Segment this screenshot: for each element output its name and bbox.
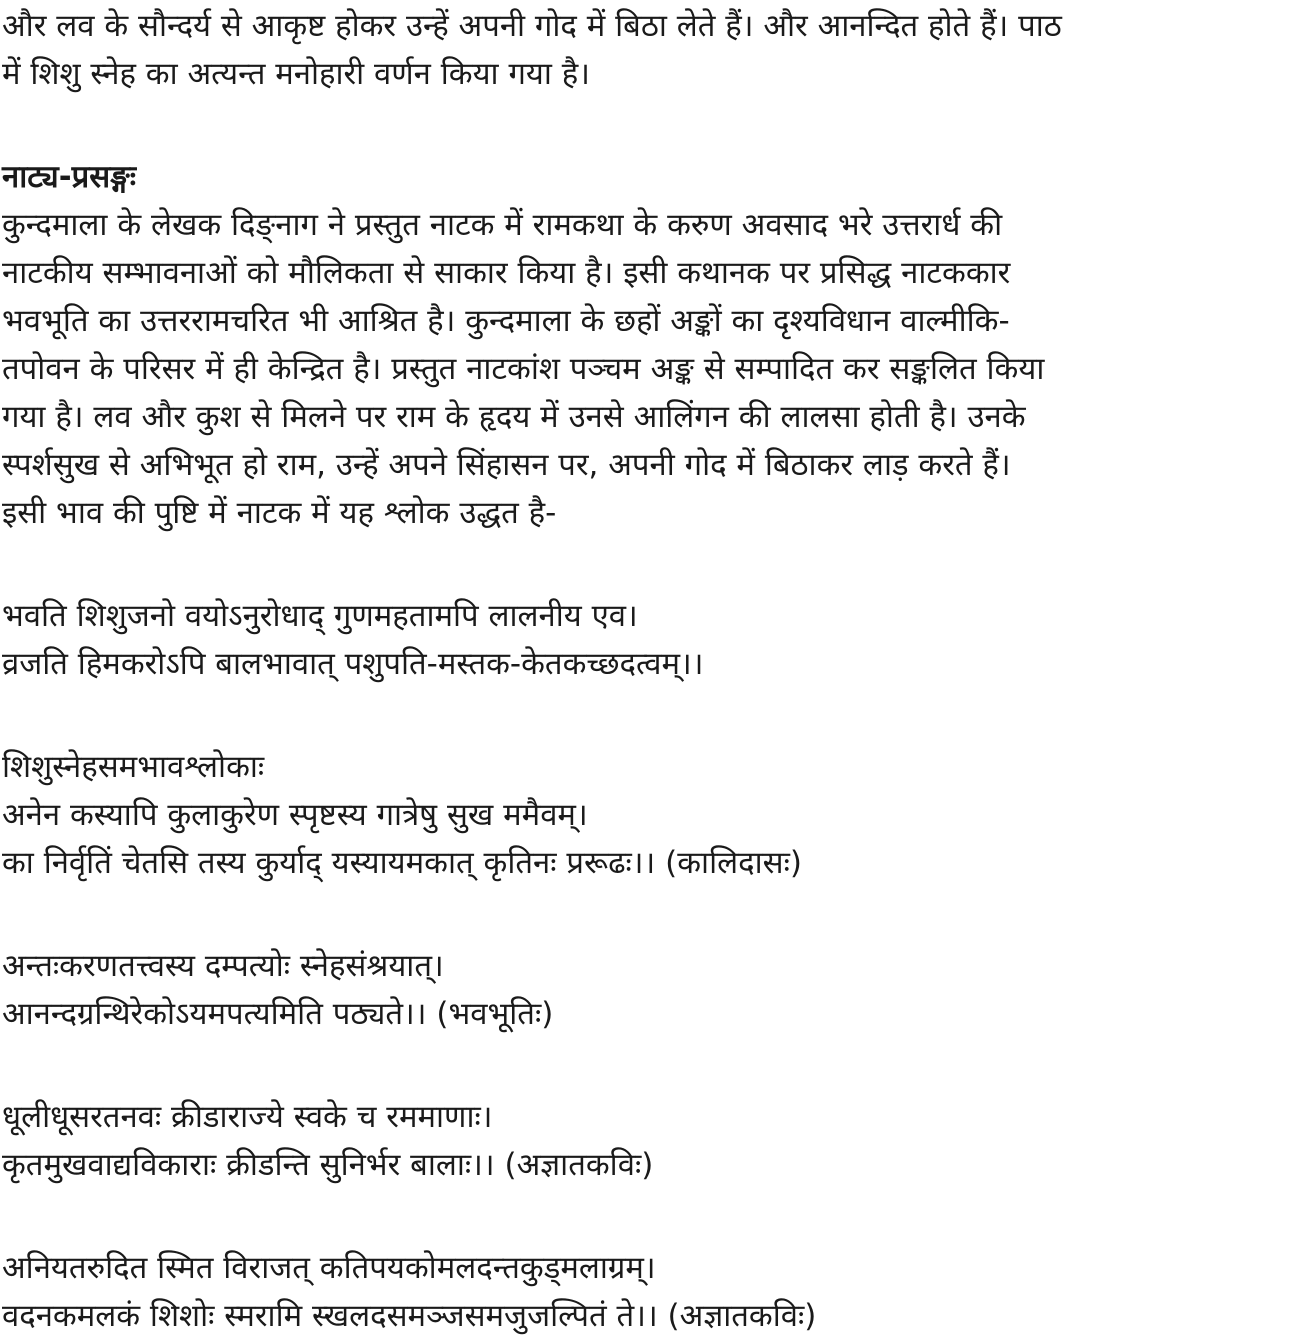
verse-line: व्रजति हिमकरोऽपि बालभावात् पशुपति-मस्तक-केतकच्छदत्वम्।। <box>2 646 704 682</box>
shloka-unknown-poet-1 <box>2 1093 1299 1189</box>
verse-line: अन्तःकरणतत्त्वस्य दम्पत्योः स्नेहसंश्रयात्। <box>2 948 444 984</box>
verse-line: का निर्वृतिं चेतसि तस्य कुर्याद् यस्यायमकात् कृतिनः प्ररूढः।। (कालिदासः) <box>2 845 802 881</box>
shloka-kalidasa <box>2 791 1299 887</box>
intro-paragraph <box>2 2 1299 98</box>
verse-line: आनन्दग्रन्थिरेकोऽयमपत्यमिति पठ्यते।। (भवभूतिः) <box>2 996 554 1032</box>
context-paragraph <box>2 201 1299 537</box>
verse-line: वदनकमलकं शिशोः स्मरामि स्खलदसमञ्जसमजुजल्पितं ते।। (अज्ञातकविः) <box>2 1298 817 1334</box>
similar-shlokas-heading: शिशुस्नेहसमभावश्लोकाः <box>2 749 265 785</box>
verse-line: अनियतरुदित स्मित विराजत् कतिपयकोमलदन्तकुड्मलाग्रम्। <box>2 1250 656 1286</box>
main-shloka <box>2 592 1299 688</box>
text-line: और लव के सौन्दर्य से आकृष्ट होकर उन्हें अपनी गोद में बिठा लेते हैं। और आनन्दित होते हैं। पाठ <box>2 8 1062 44</box>
section-heading: नाट्य-प्रसङ्गः <box>2 159 137 195</box>
text-line: कुन्दमाला के लेखक दिङ्नाग ने प्रस्तुत नाटक में रामकथा के करुण अवसाद भरे उत्तरार्ध की <box>2 207 1003 243</box>
shloka-unknown-poet-2 <box>2 1244 1299 1340</box>
verse-line: कृतमुखवाद्यविकाराः क्रीडन्ति सुनिर्भर बालाः।। (अज्ञातकविः) <box>2 1147 654 1183</box>
text-line: नाटकीय सम्भावनाओं को मौलिकता से साकार किया है। इसी कथानक पर प्रसिद्ध नाटककार <box>2 255 1011 291</box>
text-line: में शिशु स्नेह का अत्यन्त मनोहारी वर्णन किया गया है। <box>2 56 590 92</box>
shloka-bhavabhuti <box>2 942 1299 1038</box>
text-line: इसी भाव की पुष्टि में नाटक में यह श्लोक उद्धत है- <box>2 495 557 531</box>
text-line: गया है। लव और कुश से मिलने पर राम के हृदय में उनसे आलिंगन की लालसा होती है। उनके <box>2 399 1026 435</box>
verse-line: अनेन कस्यापि कुलाकुरेण स्पृष्टस्य गात्रेषु सुख ममैवम्। <box>2 797 588 833</box>
text-line: स्पर्शसुख से अभिभूत हो राम, उन्हें अपने सिंहासन पर, अपनी गोद में बिठाकर लाड़ करते हैं। <box>2 447 1011 483</box>
text-line: भवभूति का उत्तररामचरित भी आश्रित है। कुन्दमाला के छहों अङ्कों का दृश्यविधान वाल्मीकि- <box>2 303 1010 339</box>
verse-line: भवति शिशुजनो वयोऽनुरोधाद् गुणमहतामपि लालनीय एव। <box>2 598 638 634</box>
verse-line: धूलीधूसरतनवः क्रीडाराज्ये स्वके च रममाणाः। <box>2 1099 493 1135</box>
text-line: तपोवन के परिसर में ही केन्द्रित है। प्रस्तुत नाटकांश पञ्चम अङ्क से सम्पादित कर सङ्कलित किया <box>2 351 1045 387</box>
